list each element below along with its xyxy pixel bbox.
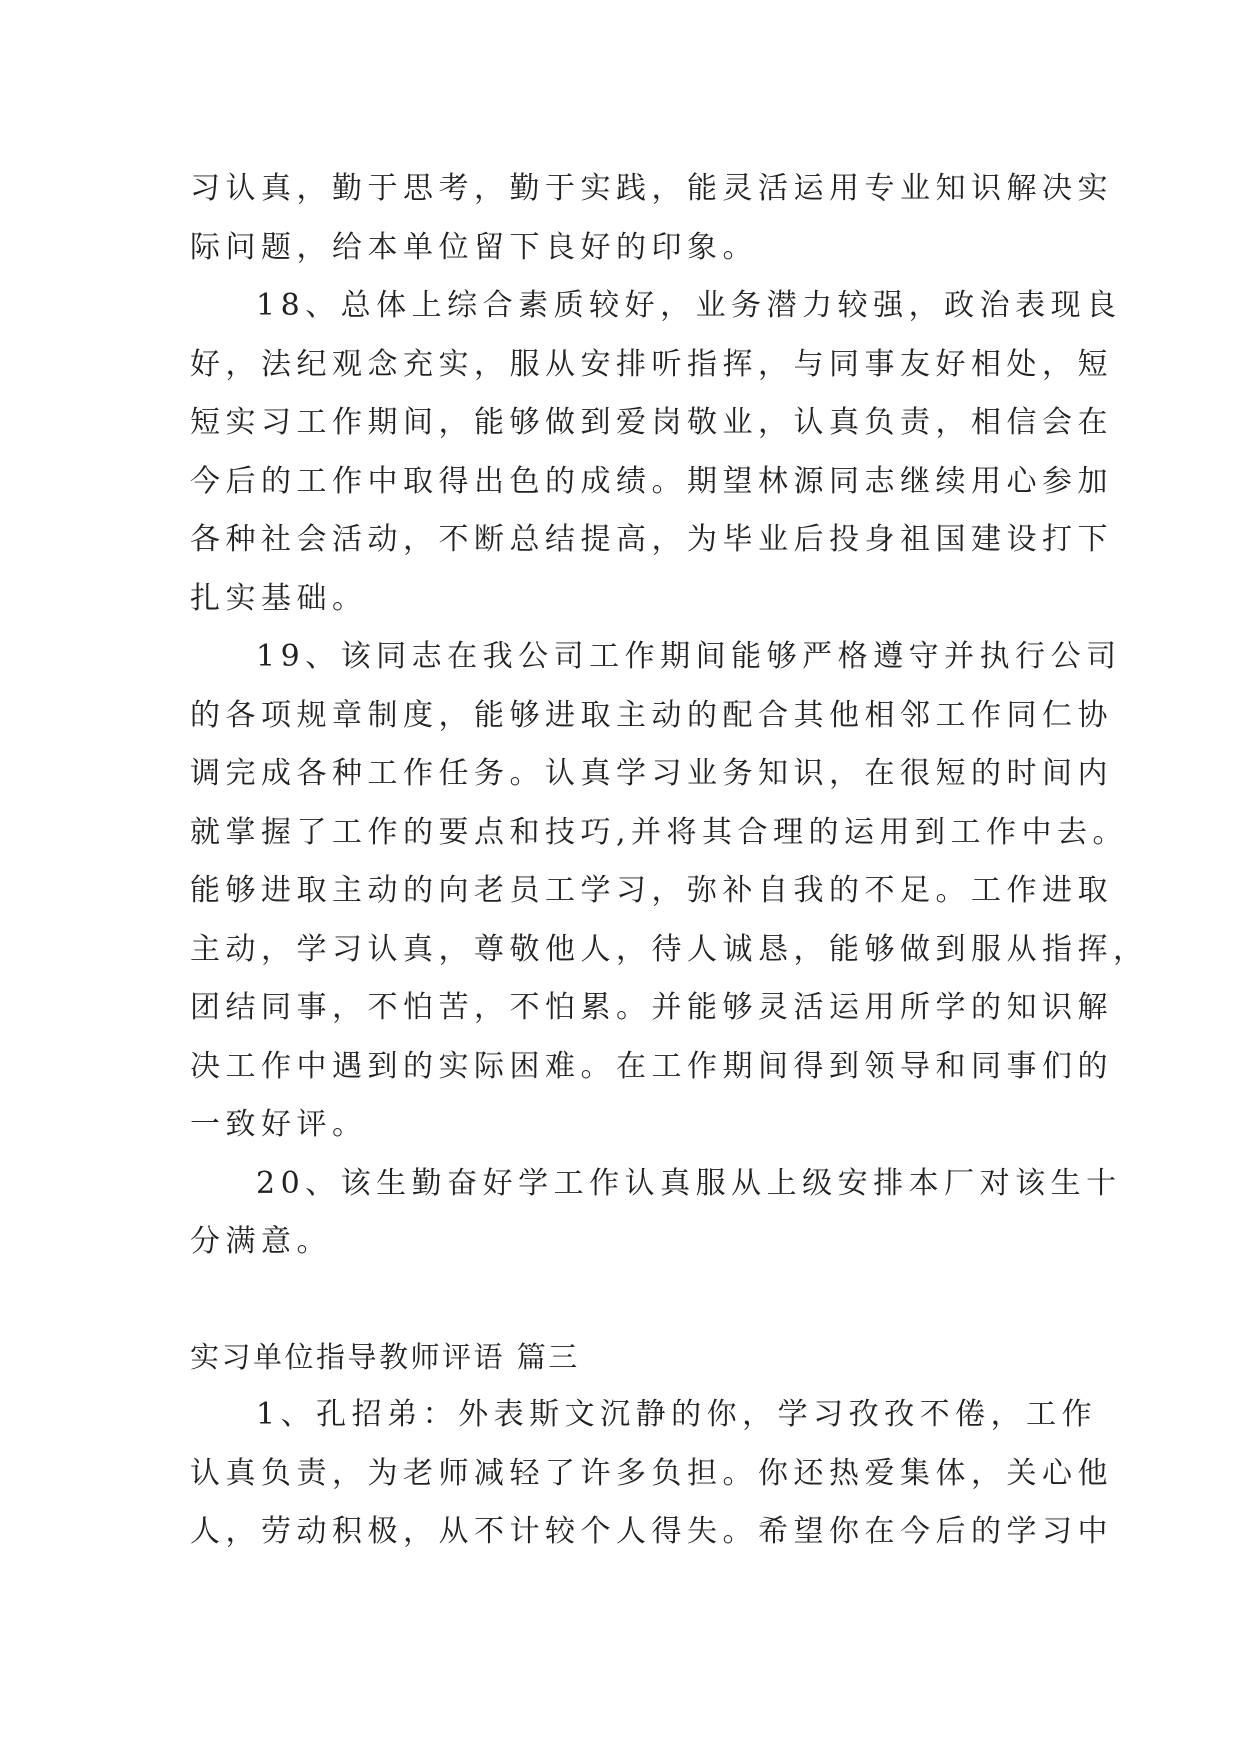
text-line: 习认真，勤于思考，勤于实践，能灵活运用专业知识解决实 bbox=[190, 171, 1113, 206]
text-line: 人，劳动积极，从不计较个人得失。希望你在今后的学习中 bbox=[190, 1514, 1113, 1549]
text-line: 认真负责，为老师减轻了许多负担。你还热爱集体，关心他 bbox=[190, 1455, 1113, 1491]
text-line: 就掌握了工作的要点和技巧,并将其合理的运用到工作中去。 bbox=[190, 814, 1129, 850]
text-line: 团结同事，不怕苦，不怕累。并能够灵活运用所学的知识解 bbox=[190, 990, 1113, 1025]
text-line: 能够进取主动的向老员工学习，弥补自我的不足。工作进取 bbox=[190, 873, 1113, 908]
paragraph-20 bbox=[190, 1155, 1122, 1272]
text-line: 各种社会活动，不断总结提高，为毕业后投身祖国建设打下 bbox=[190, 522, 1113, 557]
text-line: 今后的工作中取得出色的成绩。期望林源同志继续用心参加 bbox=[190, 463, 1113, 499]
text-line: 19、该同志在我公司工作期间能够严格遵守并执行公司 bbox=[256, 639, 1122, 674]
text-line: 20、该生勤奋好学工作认真服从上级安排本厂对该生十 bbox=[256, 1165, 1122, 1201]
text-line: 18、总体上综合素质较好，业务潜力较强，政治表现良 bbox=[256, 288, 1122, 323]
section-heading: 实习单位指导教师评语 篇三 bbox=[190, 1339, 580, 1374]
paragraph-17-continuation bbox=[190, 160, 1113, 277]
text-line: 一致好评。 bbox=[190, 1107, 368, 1142]
paragraph-19 bbox=[190, 628, 1149, 1155]
text-line: 决工作中遇到的实际困难。在工作期间得到领导和同事们的 bbox=[190, 1048, 1113, 1084]
text-line: 主动，学习认真，尊敬他人，待人诚恳，能够做到服从指挥， bbox=[190, 931, 1149, 967]
paragraph-18 bbox=[190, 277, 1122, 628]
text-line: 扎实基础。 bbox=[190, 580, 368, 616]
text-line: 分满意。 bbox=[190, 1224, 332, 1259]
text-line: 调完成各种工作任务。认真学习业务知识，在很短的时间内 bbox=[190, 756, 1113, 791]
text-line: 好，法纪观念充实，服从安排听指挥，与同事友好相处，短 bbox=[190, 346, 1113, 382]
text-line: 短实习工作期间，能够做到爱岗敬业，认真负责，相信会在 bbox=[190, 405, 1113, 440]
text-line: 的各项规章制度，能够进取主动的配合其他相邻工作同仁协 bbox=[190, 697, 1113, 733]
document-body bbox=[190, 160, 1149, 1562]
text-line: 1、孔招弟：外表斯文沉静的你，学习孜孜不倦，工作 bbox=[256, 1397, 1098, 1432]
section-paragraph-1 bbox=[190, 1386, 1113, 1562]
text-line: 际问题，给本单位留下良好的印象。 bbox=[190, 229, 758, 265]
